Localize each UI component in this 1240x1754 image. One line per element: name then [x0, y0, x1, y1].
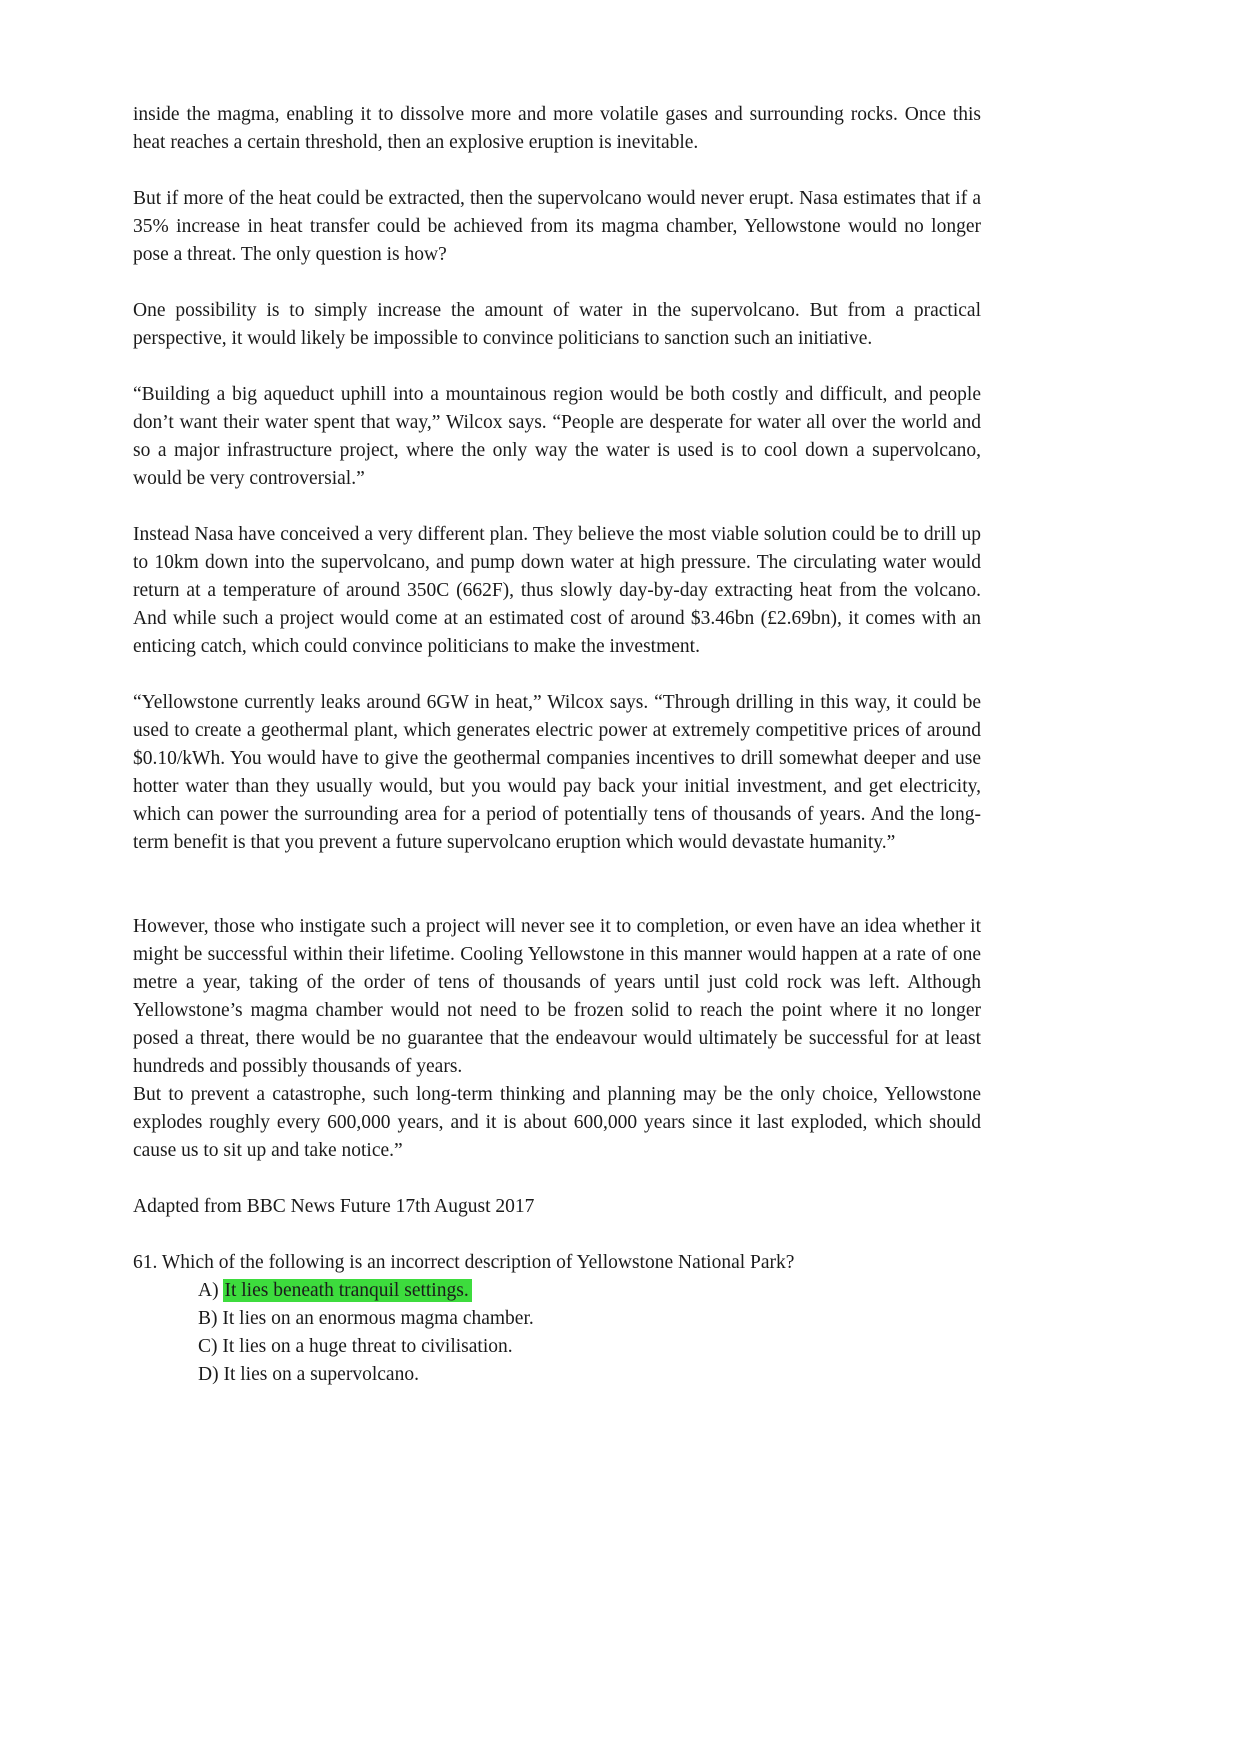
answer-options	[133, 1277, 981, 1389]
paragraph: However, those who instigate such a project will never see it to completion, or even have an idea whether it might be successful within their lifetime. Cooling Yellowstone in this manner would happen at a rate of one metre a year, taking of the order of tens of thousands of years until just cold rock was left. Although Yellowstone’s magma chamber would not need to be frozen solid to reach the point where it no longer posed a threat, there would be no guarantee that the endeavour would ultimately be successful for at least hundreds and possibly thousands of years.	[133, 916, 981, 1077]
article-body	[133, 101, 981, 1165]
answer-option	[133, 1277, 981, 1305]
option-text: It lies on a supervolcano.	[223, 1364, 419, 1385]
option-label: C)	[198, 1336, 218, 1357]
question-block	[133, 1249, 981, 1389]
option-text: It lies on an enormous magma chamber.	[222, 1308, 534, 1329]
paragraph: “Building a big aqueduct uphill into a mountainous region would be both costly and difficult, and people don’t want their water spent that way,” Wilcox says. “People are desperate for water all over the world and so a major infrastructure project, where the only way the water is used is to cool down a supervolcano, would be very controversial.”	[133, 384, 981, 489]
document-content	[133, 0, 981, 1389]
answer-option	[133, 1361, 981, 1389]
paragraph: “Yellowstone currently leaks around 6GW in heat,” Wilcox says. “Through drilling in this way, it could be used to create a geothermal plant, which generates electric power at extremely competitive prices of around $0.10/kWh. You would have to give the geothermal companies incentives to drill somewhat deeper and use hotter water than they usually would, but you would pay back your initial investment, and get electricity, which can power the surrounding area for a period of potentially tens of thousands of years. And the long-term benefit is that you prevent a future supervolcano eruption which would devastate humanity.”	[133, 692, 981, 853]
paragraph: But to prevent a catastrophe, such long-term thinking and planning may be the only choice, Yellowstone explodes roughly every 600,000 years, and it is about 600,000 years since it last exploded, which should cause us to sit up and take notice.”	[133, 1084, 981, 1161]
attribution-line: Adapted from BBC News Future 17th August 2017	[133, 1196, 535, 1217]
paragraph: inside the magma, enabling it to dissolve more and more volatile gases and surrounding rocks. Once this heat reaches a certain threshold, then an explosive eruption is inevitable.	[133, 104, 981, 153]
option-label: B)	[198, 1308, 218, 1329]
option-label: D)	[198, 1364, 219, 1385]
option-label: A)	[198, 1280, 219, 1301]
answer-option	[133, 1305, 981, 1333]
option-text: It lies on a huge threat to civilisation.	[222, 1336, 513, 1357]
answer-option	[133, 1333, 981, 1361]
question-stem: 61. Which of the following is an incorrect description of Yellowstone National Park?	[133, 1252, 795, 1273]
paragraph: One possibility is to simply increase the amount of water in the supervolcano. But from a practical perspective, it would likely be impossible to convince politicians to sanction such an initiative.	[133, 300, 981, 349]
option-text-highlighted: It lies beneath tranquil settings.	[223, 1279, 471, 1302]
paragraph: But if more of the heat could be extracted, then the supervolcano would never erupt. Nasa estimates that if a 35% increase in heat transfer could be achieved from its magma chamber, Yellowstone would no longer pose a threat. The only question is how?	[133, 188, 981, 265]
paragraph: Instead Nasa have conceived a very different plan. They believe the most viable solution could be to drill up to 10km down into the supervolcano, and pump down water at high pressure. The circulating water would return at a temperature of around 350C (662F), thus slowly day-by-day extracting heat from the volcano. And while such a project would come at an estimated cost of around $3.46bn (£2.69bn), it comes with an enticing catch, which could convince politicians to make the investment.	[133, 524, 981, 657]
